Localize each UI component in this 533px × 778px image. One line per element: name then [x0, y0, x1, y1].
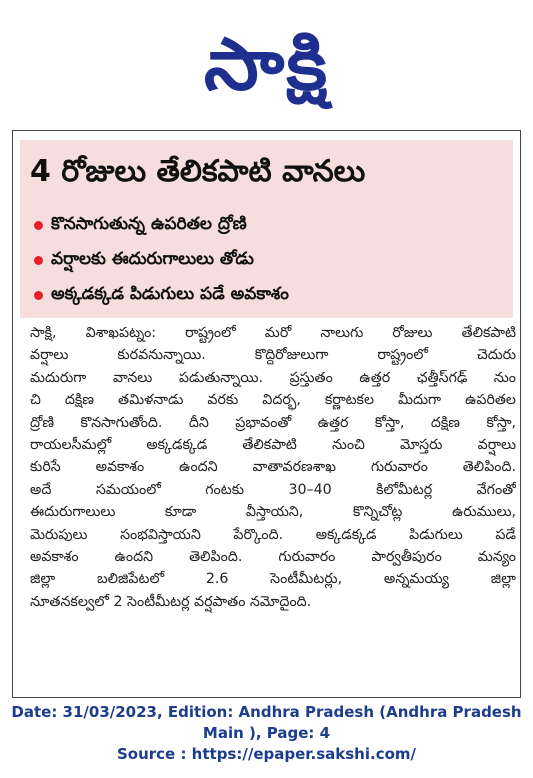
- body-line: ఈదురుగాలులు కూడా వీస్తాయని, కొన్నిచోట్ల ఉరుములు,: [30, 504, 516, 521]
- bullet-dot-icon: [34, 291, 43, 300]
- article-body: [30, 322, 516, 613]
- caption-date-edition: Date: 31/03/2023, Edition: Andhra Pradesh (Andhra Pradesh: [11, 703, 522, 721]
- body-line: సాక్షి, విశాఖపట్నం: రాష్ట్రంలో మరో నాలుగు రోజులు తేలికపాటి: [30, 325, 516, 341]
- source-caption: [0, 702, 533, 765]
- body-line: అదే సమయంలో గంటకు 30–40 కిలోమీటర్ల వేగంతో: [30, 481, 516, 498]
- highlight-item: [30, 243, 500, 278]
- highlight-text: కొనసాగుతున్న ఉపరితల ద్రోణి: [51, 213, 247, 234]
- bullet-dot-icon: [34, 256, 43, 265]
- caption-source: Source : https://epaper.sakshi.com/: [116, 745, 416, 763]
- body-line: రాయలసీమల్లో అక్కడక్కడ తేలికపాటి నుంచి మోస్తరు వర్షాలు: [30, 437, 516, 454]
- highlight-item: [30, 278, 500, 313]
- body-line: చి దక్షిణ తమిళనాడు వరకు విదర్భ, కర్ణాటకల మీదుగా ఉపరితల: [30, 392, 516, 409]
- article-headline: 4 రోజులు తేలికపాటి వానలు: [30, 154, 366, 189]
- body-line: జిల్లా బలిజిపేటలో 2.6 సెంటీమీటర్లు, అన్నమయ్య జిల్లా: [30, 571, 516, 588]
- bullet-dot-icon: [34, 221, 43, 230]
- newspaper-logo: సాక్షి: [203, 23, 330, 107]
- body-line: నూతనకల్వలో 2 సెంటీమీటర్ల వర్షపాతం నమోదైంది.: [30, 593, 312, 610]
- masthead: [0, 0, 533, 130]
- body-line: ద్రోణి కొనసాగుతోంది. దీని ప్రభావంతో ఉత్తర కోస్తా, దక్షిణ కోస్తా,: [30, 414, 516, 431]
- caption-page: Main ), Page: 4: [202, 724, 331, 742]
- highlight-text: వర్షాలకు ఈదురుగాలులు తోడు: [51, 248, 254, 269]
- body-line: మదురుగా వానలు పడుతున్నాయి. ప్రస్తుతం ఉత్తర ఛత్తీస్‌గఢ్ నుం: [30, 369, 516, 386]
- highlight-item: [30, 208, 500, 243]
- body-line: మెరుపులు సంభవిస్తాయని పేర్కొంది. అక్కడక్కడ పిడుగులు పడే: [30, 526, 516, 543]
- article-highlights: [30, 208, 500, 313]
- highlight-text: అక్కడక్కడ పిడుగులు పడే అవకాశం: [51, 283, 289, 304]
- body-line: కురిసే అవకాశం ఉందని వాతావరణశాఖ గురువారం తెలిపింది.: [30, 459, 516, 476]
- body-line: అవకాశం ఉందని తెలిపింది. గురువారం పార్వతీపురం మన్యం: [30, 549, 516, 566]
- body-line: వర్షాలు కురవనున్నాయి. కొద్దిరోజులుగా రాష్ట్రంలో చెదురు: [30, 347, 516, 364]
